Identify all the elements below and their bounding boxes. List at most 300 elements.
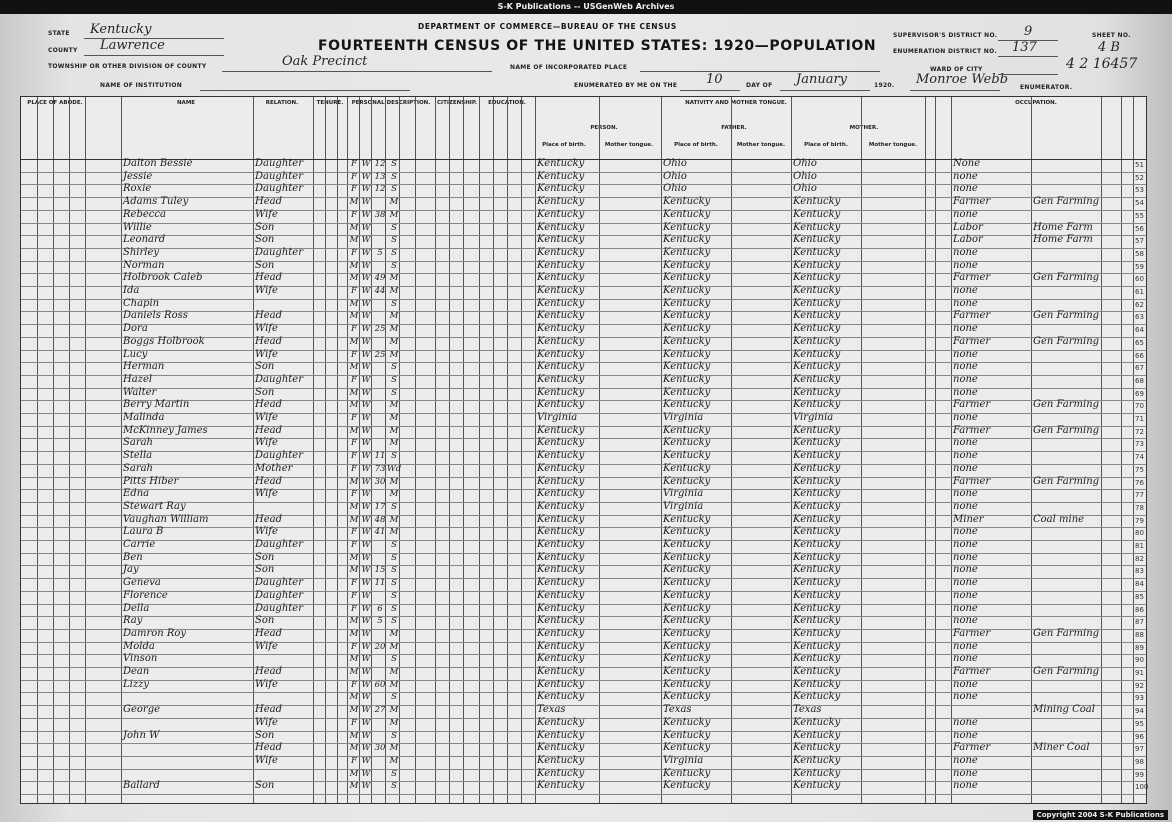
- cell-pob: Kentucky: [537, 462, 585, 474]
- cell-mpob: Kentucky: [793, 615, 841, 627]
- cell-pob: Kentucky: [537, 234, 585, 246]
- cell-race: W: [361, 705, 371, 716]
- cell-occ: none: [953, 450, 978, 462]
- cell-rel: Wife: [255, 208, 278, 220]
- cell-fpob: Texas: [663, 704, 692, 716]
- cell-ms: S: [391, 247, 397, 258]
- cell-ind: Miner Coal: [1033, 742, 1090, 754]
- cell-mpob: Kentucky: [793, 653, 841, 665]
- cell-race: W: [361, 374, 371, 385]
- cell-occ: Farmer: [953, 627, 991, 639]
- cell-fpob: Kentucky: [663, 196, 711, 208]
- cell-name: Ray: [123, 615, 143, 627]
- cell-pob: Kentucky: [537, 691, 585, 703]
- cell-ms: S: [391, 781, 397, 792]
- cell-rel: Daughter: [255, 246, 303, 258]
- cell-race: W: [361, 501, 371, 512]
- cell-mpob: Kentucky: [793, 780, 841, 792]
- cell-age: 25: [374, 349, 386, 360]
- cell-mpob: Kentucky: [793, 361, 841, 373]
- cell-ms: M: [389, 489, 399, 500]
- line-number: 96: [1135, 732, 1144, 741]
- enum-month: January: [796, 72, 848, 87]
- cell-pob: Kentucky: [537, 386, 585, 398]
- line-number: 56: [1135, 224, 1144, 233]
- supervisor-label: SUPERVISOR'S DISTRICT NO.: [893, 32, 998, 39]
- cell-race: W: [361, 413, 371, 423]
- cell-age: 41: [374, 527, 386, 538]
- cell-ms: S: [391, 590, 397, 601]
- cell-name: Della: [123, 602, 150, 614]
- cell-ms: M: [389, 679, 399, 690]
- cell-rel: Head: [255, 704, 283, 716]
- cell-fpob: Kentucky: [663, 666, 711, 677]
- cell-sex: M: [349, 362, 359, 373]
- line-number: 89: [1135, 643, 1144, 652]
- cell-ind: Gen Farming: [1033, 196, 1100, 208]
- cell-occ: Farmer: [953, 399, 991, 411]
- cell-ms: M: [389, 349, 399, 360]
- cell-race: W: [361, 717, 371, 728]
- line-number: 74: [1135, 453, 1144, 462]
- line-number: 68: [1135, 376, 1144, 385]
- cell-rel: Wife: [255, 678, 278, 690]
- cell-mpob: Kentucky: [793, 437, 841, 449]
- cell-race: W: [361, 565, 371, 576]
- cell-name: Malinda: [123, 412, 165, 423]
- cell-mpob: Virginia: [793, 412, 834, 423]
- cell-sex: F: [351, 755, 357, 766]
- cell-race: W: [361, 247, 371, 258]
- cell-race: W: [361, 667, 371, 677]
- column-rule: [253, 97, 254, 803]
- col-mother: MOTHER.: [849, 125, 879, 131]
- cell-ms: M: [389, 717, 399, 728]
- cell-fpob: Kentucky: [663, 335, 711, 347]
- cell-fpob: Kentucky: [663, 373, 711, 385]
- cell-ms: M: [389, 667, 399, 677]
- column-rule: [493, 97, 494, 803]
- cell-mpob: Kentucky: [793, 221, 841, 233]
- cell-sex: F: [351, 540, 357, 550]
- cell-sex: F: [351, 463, 357, 474]
- cell-fpob: Kentucky: [663, 640, 711, 652]
- column-rule: [337, 97, 338, 803]
- cell-sex: M: [349, 628, 359, 639]
- cell-ms: S: [391, 603, 397, 614]
- cell-sex: M: [349, 705, 359, 716]
- cell-name: Willie: [123, 221, 152, 233]
- cell-mpob: Texas: [793, 704, 822, 716]
- line-number: 66: [1135, 351, 1144, 360]
- cell-rel: Wife: [255, 437, 278, 449]
- cell-rel: Daughter: [255, 373, 303, 385]
- cell-pob: Kentucky: [537, 729, 585, 741]
- cell-sex: M: [349, 692, 359, 703]
- cell-mpob: Kentucky: [793, 285, 841, 296]
- cell-name: Sarah: [123, 462, 153, 474]
- cell-occ: None: [953, 158, 981, 169]
- line-number: 80: [1135, 529, 1144, 538]
- cell-rel: Daughter: [255, 577, 303, 589]
- cell-race: W: [361, 425, 371, 436]
- cell-ms: S: [391, 730, 397, 741]
- cell-fpob: Virginia: [663, 500, 704, 512]
- cell-race: W: [361, 286, 371, 296]
- cell-mpob: Kentucky: [793, 691, 841, 703]
- line-number: 71: [1135, 415, 1144, 423]
- film-reference: 4 2 16457: [1066, 56, 1138, 72]
- cell-pob: Kentucky: [537, 450, 585, 462]
- line-number: 77: [1135, 491, 1144, 500]
- column-rule: [791, 97, 792, 803]
- cell-name: Stella: [123, 450, 153, 462]
- col-person-tongue: Mother tongue.: [604, 142, 654, 148]
- cell-race: W: [361, 463, 371, 474]
- column-rule: [415, 97, 416, 803]
- cell-rel: Son: [255, 259, 275, 271]
- cell-occ: none: [953, 348, 978, 360]
- cell-fpob: Kentucky: [663, 551, 711, 563]
- cell-fpob: Kentucky: [663, 285, 711, 296]
- cell-occ: none: [953, 577, 978, 589]
- cell-mpob: Kentucky: [793, 551, 841, 563]
- cell-occ: none: [953, 170, 978, 182]
- cell-sex: F: [351, 489, 357, 500]
- cell-fpob: Kentucky: [663, 767, 711, 779]
- cell-occ: none: [953, 373, 978, 385]
- cell-race: W: [361, 197, 371, 208]
- cell-sex: F: [351, 209, 357, 220]
- cell-fpob: Kentucky: [663, 615, 711, 627]
- cell-fpob: Kentucky: [663, 297, 711, 309]
- state-value: Kentucky: [90, 22, 152, 37]
- cell-ms: S: [391, 298, 397, 309]
- cell-fpob: Kentucky: [663, 272, 711, 284]
- cell-occ: Farmer: [953, 196, 991, 208]
- cell-sex: F: [351, 349, 357, 360]
- cell-mpob: Kentucky: [793, 678, 841, 690]
- line-number: 67: [1135, 364, 1144, 373]
- cell-mpob: Kentucky: [793, 666, 841, 677]
- cell-race: W: [361, 235, 371, 246]
- cell-sex: M: [349, 730, 359, 741]
- col-mother-birthplace: Place of birth.: [804, 142, 848, 148]
- cell-mpob: Kentucky: [793, 399, 841, 411]
- cell-rel: Wife: [255, 285, 278, 296]
- cell-occ: none: [953, 729, 978, 741]
- cell-rel: Son: [255, 564, 275, 576]
- cell-race: W: [361, 679, 371, 690]
- cell-mpob: Kentucky: [793, 602, 841, 614]
- cell-fpob: Virginia: [663, 754, 704, 766]
- cell-fpob: Kentucky: [663, 399, 711, 411]
- cell-rel: Son: [255, 221, 275, 233]
- cell-pob: Kentucky: [537, 208, 585, 220]
- cell-mpob: Kentucky: [793, 310, 841, 322]
- cell-ms: M: [389, 628, 399, 639]
- column-rule: [53, 97, 54, 803]
- cell-sex: F: [351, 184, 357, 195]
- column-rule: [731, 97, 732, 803]
- cell-race: W: [361, 209, 371, 220]
- cell-sex: M: [349, 667, 359, 677]
- cell-rel: Head: [255, 196, 283, 208]
- column-rule: [951, 97, 952, 803]
- line-number: 76: [1135, 478, 1144, 487]
- cell-occ: Farmer: [953, 272, 991, 284]
- cell-mpob: Kentucky: [793, 577, 841, 589]
- cell-sex: M: [349, 298, 359, 309]
- cell-fpob: Kentucky: [663, 716, 711, 728]
- cell-fpob: Kentucky: [663, 437, 711, 449]
- cell-ind: Gen Farming: [1033, 424, 1100, 436]
- column-rule: [861, 97, 862, 803]
- cell-ms: S: [391, 578, 397, 589]
- column-rule: [1121, 97, 1122, 803]
- cell-fpob: Ohio: [663, 183, 687, 195]
- cell-fpob: Kentucky: [663, 577, 711, 589]
- line-number: 88: [1135, 630, 1144, 639]
- cell-rel: Wife: [255, 412, 278, 423]
- cell-sex: M: [349, 654, 359, 665]
- cell-name: Berry Martin: [123, 399, 190, 411]
- cell-race: W: [361, 527, 371, 538]
- cell-pob: Kentucky: [537, 678, 585, 690]
- cell-name: Carrie: [123, 539, 156, 550]
- cell-sex: M: [349, 336, 359, 347]
- cell-fpob: Kentucky: [663, 564, 711, 576]
- cell-name: Geneva: [123, 577, 161, 589]
- cell-occ: none: [953, 780, 978, 792]
- column-rule: [925, 97, 926, 803]
- cell-mpob: Kentucky: [793, 716, 841, 728]
- cell-fpob: Kentucky: [663, 742, 711, 754]
- cell-sex: M: [349, 273, 359, 284]
- cell-occ: none: [953, 361, 978, 373]
- cell-sex: F: [351, 717, 357, 728]
- cell-ms: S: [391, 184, 397, 195]
- line-number: 58: [1135, 249, 1144, 258]
- enumerator-value: Monroe Webb: [916, 72, 1009, 87]
- cell-pob: Kentucky: [537, 196, 585, 208]
- cell-ms: M: [389, 324, 399, 335]
- cell-age: 12: [374, 159, 386, 169]
- cell-fpob: Kentucky: [663, 526, 711, 538]
- county-value: Lawrence: [100, 38, 165, 53]
- cell-ms: M: [389, 438, 399, 449]
- column-rule: [313, 97, 314, 803]
- line-number: 62: [1135, 300, 1144, 309]
- cell-rel: Son: [255, 386, 275, 398]
- col-name: NAME: [176, 100, 196, 106]
- cell-pob: Kentucky: [537, 246, 585, 258]
- col-nativity: NATIVITY AND MOTHER TONGUE.: [685, 100, 787, 106]
- cell-sex: M: [349, 197, 359, 208]
- line-number: 78: [1135, 503, 1144, 512]
- cell-sex: F: [351, 451, 357, 462]
- cell-mpob: Kentucky: [793, 323, 841, 335]
- cell-mpob: Kentucky: [793, 335, 841, 347]
- line-number: 51: [1135, 161, 1144, 169]
- cell-pob: Kentucky: [537, 564, 585, 576]
- column-rule: [435, 97, 436, 803]
- cell-sex: M: [349, 768, 359, 779]
- cell-ms: S: [391, 616, 397, 627]
- cell-race: W: [361, 692, 371, 703]
- col-mother-tongue: Mother tongue.: [868, 142, 918, 148]
- cell-ind: Home Farm: [1033, 221, 1093, 233]
- line-number: 92: [1135, 681, 1144, 690]
- sheet-value: 4 B: [1098, 40, 1120, 55]
- cell-ms: M: [389, 705, 399, 716]
- cell-fpob: Kentucky: [663, 310, 711, 322]
- cell-race: W: [361, 349, 371, 360]
- cell-pob: Kentucky: [537, 767, 585, 779]
- cell-ms: M: [389, 527, 399, 538]
- cell-fpob: Kentucky: [663, 234, 711, 246]
- cell-race: W: [361, 273, 371, 284]
- cell-name: Jay: [123, 564, 139, 576]
- cell-name: Jessie: [123, 170, 153, 182]
- cell-mpob: Kentucky: [793, 488, 841, 500]
- enumdist-value: 137: [1012, 40, 1037, 55]
- cell-fpob: Virginia: [663, 412, 704, 423]
- cell-sex: F: [351, 578, 357, 589]
- column-rule: [935, 97, 936, 803]
- line-number: 85: [1135, 592, 1144, 601]
- cell-pob: Kentucky: [537, 615, 585, 627]
- line-number: 93: [1135, 694, 1144, 703]
- cell-ms: Wd: [387, 463, 402, 474]
- cell-name: Shirley: [123, 246, 160, 258]
- line-number: 84: [1135, 580, 1144, 589]
- cell-pob: Kentucky: [537, 716, 585, 728]
- cell-age: 49: [374, 273, 386, 284]
- cell-ms: M: [389, 400, 399, 411]
- cell-ms: S: [391, 552, 397, 563]
- cell-name: Dora: [123, 323, 148, 335]
- cell-ms: S: [391, 692, 397, 703]
- col-occupation: OCCUPATION.: [1015, 100, 1057, 106]
- cell-rel: Daughter: [255, 602, 303, 614]
- cell-fpob: Kentucky: [663, 602, 711, 614]
- cell-occ: none: [953, 589, 978, 601]
- cell-race: W: [361, 781, 371, 792]
- cell-sex: F: [351, 159, 357, 169]
- cell-pob: Kentucky: [537, 310, 585, 322]
- col-education: EDUCATION.: [488, 100, 526, 106]
- cell-race: W: [361, 514, 371, 525]
- cell-race: W: [361, 184, 371, 195]
- cell-ind: Gen Farming: [1033, 627, 1100, 639]
- cell-fpob: Kentucky: [663, 653, 711, 665]
- cell-name: Leonard: [123, 234, 166, 246]
- cell-pob: Kentucky: [537, 285, 585, 296]
- cell-pob: Kentucky: [537, 259, 585, 271]
- cell-mpob: Kentucky: [793, 513, 841, 525]
- line-number: 65: [1135, 338, 1144, 347]
- column-rule: [69, 97, 70, 803]
- cell-rel: Head: [255, 399, 283, 411]
- line-number: 94: [1135, 707, 1144, 716]
- cell-rel: Wife: [255, 640, 278, 652]
- cell-race: W: [361, 171, 371, 182]
- col-tenure: TENURE.: [316, 100, 344, 106]
- cell-pob: Kentucky: [537, 780, 585, 792]
- col-personal: PERSONAL DESCRIPTION.: [351, 100, 431, 106]
- cell-pob: Kentucky: [537, 539, 585, 550]
- cell-fpob: Kentucky: [663, 259, 711, 271]
- cell-age: 12: [374, 184, 386, 195]
- cell-ind: Gen Farming: [1033, 475, 1100, 487]
- cell-ind: Gen Farming: [1033, 272, 1100, 284]
- cell-ms: M: [389, 476, 399, 487]
- line-number: 91: [1135, 669, 1144, 677]
- cell-occ: none: [953, 500, 978, 512]
- cell-rel: Head: [255, 310, 283, 322]
- cell-sex: M: [349, 311, 359, 322]
- cell-pob: Kentucky: [537, 424, 585, 436]
- cell-race: W: [361, 641, 371, 652]
- column-rule: [449, 97, 450, 803]
- cell-sex: F: [351, 603, 357, 614]
- column-rule: [1133, 97, 1134, 803]
- cell-mpob: Kentucky: [793, 297, 841, 309]
- cell-mpob: Kentucky: [793, 259, 841, 271]
- line-number: 70: [1135, 402, 1144, 411]
- cell-race: W: [361, 324, 371, 335]
- cell-sex: M: [349, 514, 359, 525]
- cell-pob: Virginia: [537, 412, 578, 423]
- line-number: 90: [1135, 656, 1144, 665]
- cell-mpob: Kentucky: [793, 462, 841, 474]
- cell-age: 73: [374, 463, 386, 474]
- cell-ms: M: [389, 286, 399, 296]
- cell-mpob: Kentucky: [793, 373, 841, 385]
- cell-occ: Miner: [953, 513, 984, 525]
- cell-sex: M: [349, 235, 359, 246]
- cell-sex: M: [349, 400, 359, 411]
- cell-age: 25: [374, 324, 386, 335]
- cell-mpob: Ohio: [793, 170, 817, 182]
- cell-mpob: Kentucky: [793, 742, 841, 754]
- cell-age: 6: [377, 603, 383, 614]
- cell-mpob: Kentucky: [793, 234, 841, 246]
- column-rule: [121, 97, 122, 803]
- cell-rel: Wife: [255, 754, 278, 766]
- cell-fpob: Ohio: [663, 170, 687, 182]
- cell-rel: Head: [255, 335, 283, 347]
- line-number: 55: [1135, 211, 1144, 220]
- cell-race: W: [361, 755, 371, 766]
- cell-fpob: Kentucky: [663, 462, 711, 474]
- cell-name: Molda: [123, 640, 155, 652]
- ward-label: WARD OF CITY: [930, 66, 983, 73]
- cell-sex: M: [349, 743, 359, 754]
- cell-ind: Mining Coal: [1033, 704, 1095, 716]
- cell-occ: Farmer: [953, 310, 991, 322]
- cell-race: W: [361, 730, 371, 741]
- year-label: 1920.: [874, 82, 895, 89]
- cell-pob: Kentucky: [537, 488, 585, 500]
- cell-age: 15: [374, 565, 386, 576]
- cell-sex: M: [349, 501, 359, 512]
- cell-pob: Kentucky: [537, 361, 585, 373]
- cell-sex: F: [351, 374, 357, 385]
- cell-ms: M: [389, 514, 399, 525]
- cell-age: 27: [374, 705, 386, 716]
